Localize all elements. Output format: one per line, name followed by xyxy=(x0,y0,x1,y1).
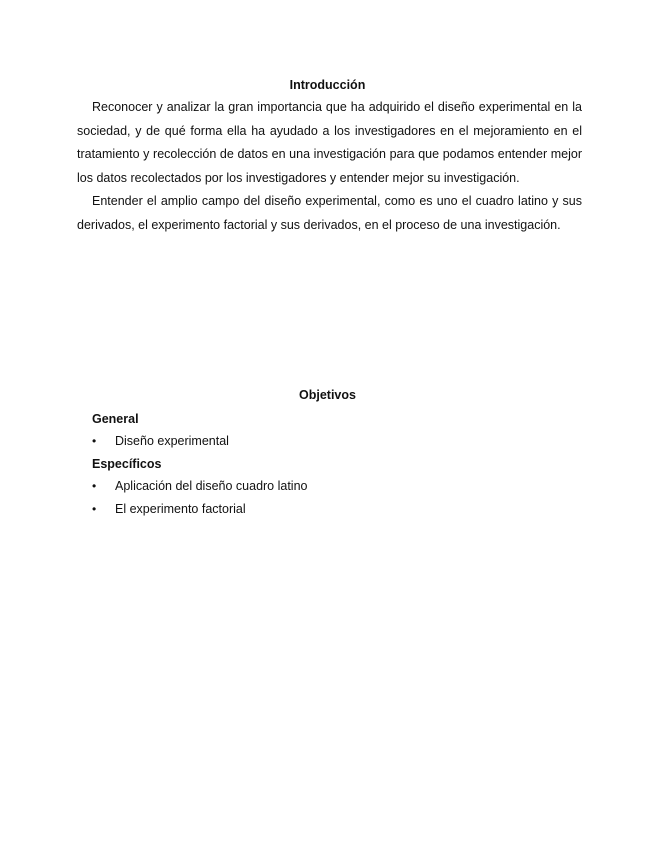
introduction-paragraph: Reconocer y analizar la gran importancia que ha adquirido el diseño experimental en la sociedad, y de qué forma ella ha ayudado a los investigadores en el mejoramiento en el tratamiento y recolección de datos en una investigación para que podamos entender mejor los datos recolectados por los investigadores y entender mejor su investigación. xyxy=(77,100,582,185)
general-objective-heading: General xyxy=(92,412,139,426)
introduction-body xyxy=(77,96,582,237)
specific-objectives-list xyxy=(92,475,572,521)
bullet-icon: • xyxy=(92,502,97,516)
bullet-icon: • xyxy=(92,434,97,448)
objectives-section xyxy=(92,408,572,521)
list-item xyxy=(92,430,572,453)
specific-objectives-heading: Específicos xyxy=(92,457,162,471)
introduction-title: Introducción xyxy=(289,78,366,92)
general-objectives-list xyxy=(92,430,572,453)
list-item-text: Aplicación del diseño cuadro latino xyxy=(115,479,308,493)
list-item xyxy=(92,475,572,498)
list-item-text: El experimento factorial xyxy=(115,502,246,516)
bullet-icon: • xyxy=(92,479,97,493)
introduction-paragraph: Entender el amplio campo del diseño experimental, como es uno el cuadro latino y sus derivados, el experimento factorial y sus derivados, en el proceso de una investigación. xyxy=(77,194,582,232)
list-item-text: Diseño experimental xyxy=(115,434,229,448)
list-item xyxy=(92,498,572,521)
objectives-title: Objetivos xyxy=(299,388,356,402)
